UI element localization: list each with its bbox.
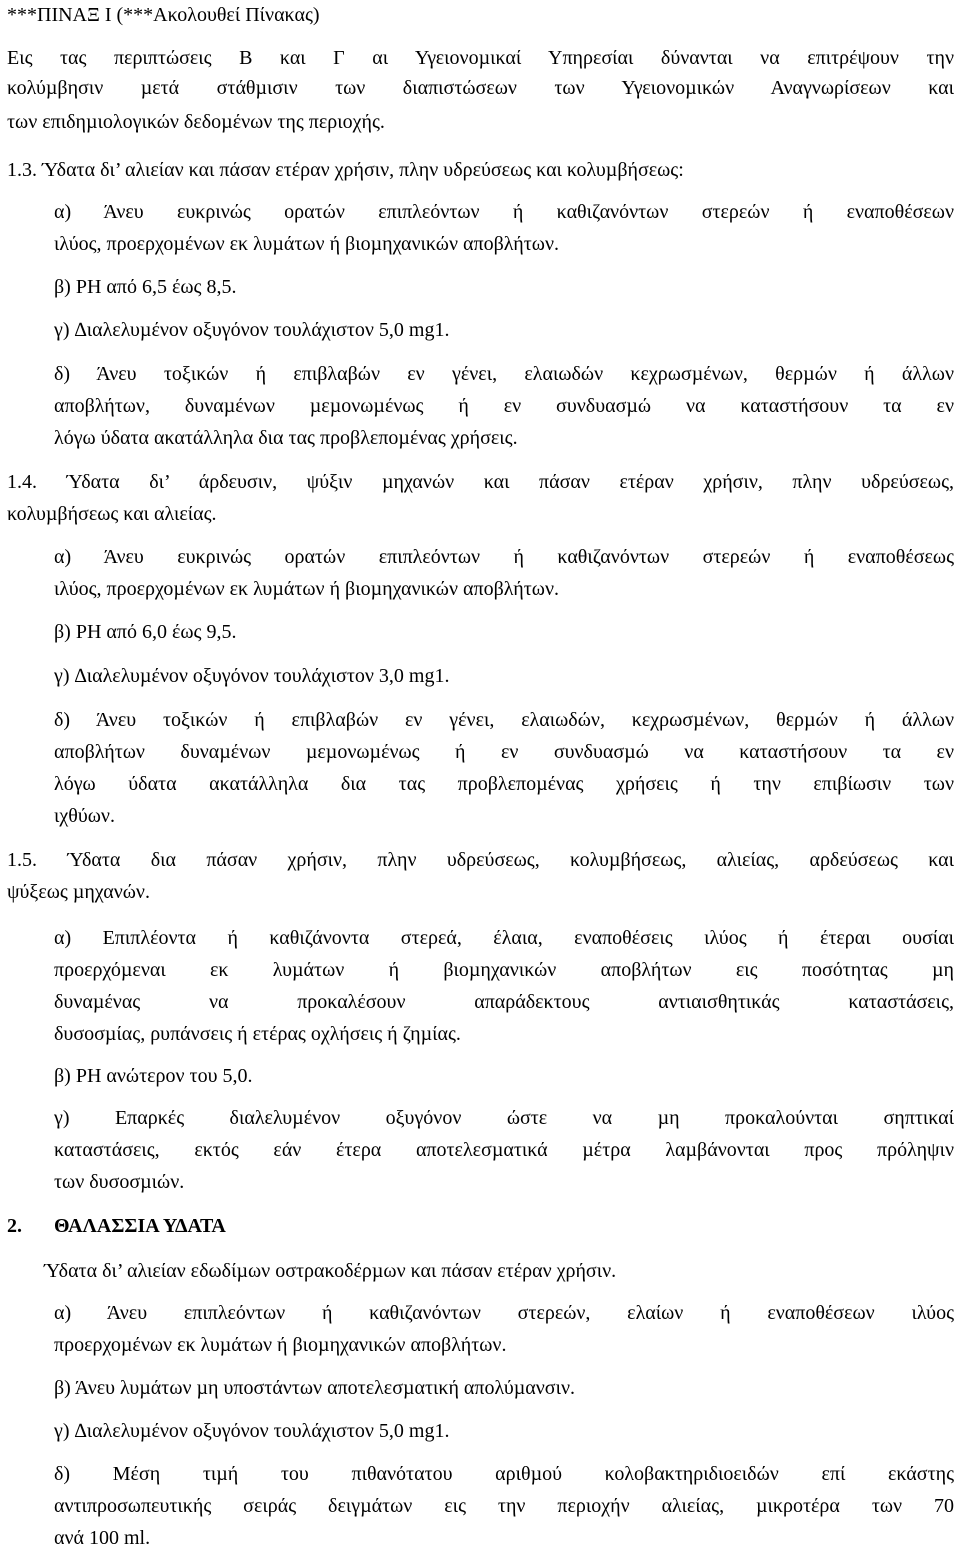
- section-1-5-heading-line-2: ψύξεως µηχανών.: [7, 881, 150, 903]
- section-1-5-heading-line-1: 1.5. Ύδατα δια πάσαν χρήσιν, πλην υδρεύσεως, κολυµβήσεως, αλιείας, αρδεύσεως και: [7, 849, 954, 871]
- section-1-5-item-a-line-4: δυσοσµίας, ρυπάνσεις ή ετέρας οχλήσεις ή ζηµίας.: [54, 1023, 461, 1045]
- section-1-5-item-b: β) ΡΗ ανώτερον του 5,0.: [54, 1065, 253, 1087]
- section-2-number: 2.: [7, 1215, 22, 1237]
- section-1-5-item-a-line-2: προερχόµεναι εκ λυµάτων ή βιοµηχανικών αποβλήτων εις ποσότητας µη: [54, 959, 954, 981]
- section-1-4-heading-line-1: 1.4. Ύδατα δι’ άρδευσιν, ψύξιν µηχανών και πάσαν ετέραν χρήσιν, πλην υδρεύσεως,: [7, 471, 954, 493]
- page-header: ***ΠΙΝΑΞ Ι (***Ακολουθεί Πίνακας): [7, 4, 320, 26]
- section-1-4-item-d-line-3: λόγω ύδατα ακατάλληλα δια τας προβλεποµένας χρήσεις ή την επιβίωσιν των: [54, 773, 954, 795]
- section-1-4-item-b: β) ΡΗ από 6,0 έως 9,5.: [54, 621, 237, 643]
- section-2-intro: Ύδατα δι’ αλιείαν εδωδίµων οστρακοδέρµων και πάσαν ετέραν χρήσιν.: [44, 1260, 617, 1282]
- section-1-3-item-a-line-1: α) Άνευ ευκρινώς ορατών επιπλεόντων ή καθιζανόντων στερεών ή εναποθέσεων: [54, 201, 954, 223]
- section-2-item-d-line-3: ανά 100 ml.: [54, 1527, 151, 1549]
- intro-line-3: των επιδηµιολογικών δεδοµένων της περιοχής.: [7, 111, 385, 133]
- section-1-5-item-a-line-3: δυναµένας να προκαλέσουν απαράδεκτους αντιαισθητικάς καταστάσεις,: [54, 991, 954, 1013]
- section-1-4-item-d-line-2: αποβλήτων δυναµένων µεµονωµένως ή εν συνδυασµώ να καταστήσουν τα εν: [54, 741, 954, 763]
- section-1-5-item-c-line-2: καταστάσεις, εκτός εάν έτερα αποτελεσµατικά µέτρα λαµβάνονται προς πρόληψιν: [54, 1139, 954, 1161]
- section-1-3-item-d-line-2: αποβλήτων, δυναµένων µεµονωµένως ή εν συνδυασµώ να καταστήσουν τα εν: [54, 395, 954, 417]
- section-1-4-item-a-line-1: α) Άνευ ευκρινώς ορατών επιπλεόντων ή καθιζανόντων στερεών ή εναποθέσεως: [54, 546, 954, 568]
- section-2-item-a-line-2: προερχοµένων εκ λυµάτων ή βιοµηχανικών αποβλήτων.: [54, 1334, 507, 1356]
- section-1-5-item-c-line-3: των δυσοσµιών.: [54, 1171, 185, 1193]
- section-1-3-item-b: β) ΡΗ από 6,5 έως 8,5.: [54, 276, 237, 298]
- section-1-3-item-a-line-2: ιλύος, προερχοµένων εκ λυµάτων ή βιοµηχανικών αποβλήτων.: [54, 233, 559, 255]
- section-1-3-item-d-line-3: λόγω ύδατα ακατάλληλα δια τας προβλεποµένας χρήσεις.: [54, 427, 518, 449]
- section-1-4-item-c: γ) ∆ιαλελυµένον οξυγόνον τουλάχιστον 3,0 mg1.: [54, 665, 450, 687]
- section-2-item-b: β) Άνευ λυµάτων µη υποστάντων αποτελεσµατική απολύµανσιν.: [54, 1377, 575, 1399]
- section-1-4-item-d-line-1: δ) Άνευ τοξικών ή επιβλαβών εν γένει, ελαιωδών, κεχρωσµένων, θερµών ή άλλων: [54, 709, 954, 731]
- intro-line-1: Εις τας περιπτώσεις Β και Γ αι Υγειονοµικαί Υπηρεσίαι δύνανται να επιτρέψουν την: [7, 47, 954, 69]
- section-2-heading: [0, 1214, 960, 1238]
- section-2-title: ΘΑΛΑΣΣΙΑ ΥΔΑΤΑ: [54, 1215, 226, 1237]
- section-1-3-heading: 1.3. Ύδατα δι’ αλιείαν και πάσαν ετέραν χρήσιν, πλην υδρεύσεως και κολυµβήσεως:: [7, 159, 684, 181]
- section-1-3-item-c: γ) ∆ιαλελυµένον οξυγόνον τουλάχιστον 5,0 mg1.: [54, 319, 450, 341]
- section-1-4-item-a-line-2: ιλύος, προερχοµένων εκ λυµάτων ή βιοµηχανικών αποβλήτων.: [54, 578, 559, 600]
- intro-line-2: κολύµβησιν µετά στάθµισιν των διαπιστώσεων των Υγειονοµικών Αναγνωρίσεων και: [7, 77, 954, 99]
- section-1-5-item-a-line-1: α) Επιπλέοντα ή καθιζάνοντα στερεά, έλαια, εναποθέσεις ιλύος ή έτεραι ουσίαι: [54, 927, 954, 949]
- section-2-item-d-line-2: αντιπροσωπευτικής σειράς δειγµάτων εις την περιοχήν αλιείας, µικροτέρα των 70: [54, 1495, 954, 1517]
- section-2-item-d-line-1: δ) Μέση τιµή του πιθανότατου αριθµού κολοβακτηριδιοειδών επί εκάστης: [54, 1463, 954, 1485]
- section-1-5-item-c-line-1: γ) Επαρκές διαλελυµένον οξυγόνον ώστε να µη προκαλούνται σηπτικαί: [54, 1107, 954, 1129]
- section-1-4-item-d-line-4: ιχθύων.: [54, 805, 115, 827]
- section-1-3-item-d-line-1: δ) Άνευ τοξικών ή επιβλαβών εν γένει, ελαιωδών κεχρωσµένων, θερµών ή άλλων: [54, 363, 954, 385]
- section-2-item-c: γ) ∆ιαλελυµένον οξυγόνον τουλάχιστον 5,0 mg1.: [54, 1420, 450, 1442]
- section-2-item-a-line-1: α) Άνευ επιπλεόντων ή καθιζανόντων στερεών, ελαίων ή εναποθέσεων ιλύος: [54, 1302, 954, 1324]
- section-1-4-heading-line-2: κολυµβήσεως και αλιείας.: [7, 503, 217, 525]
